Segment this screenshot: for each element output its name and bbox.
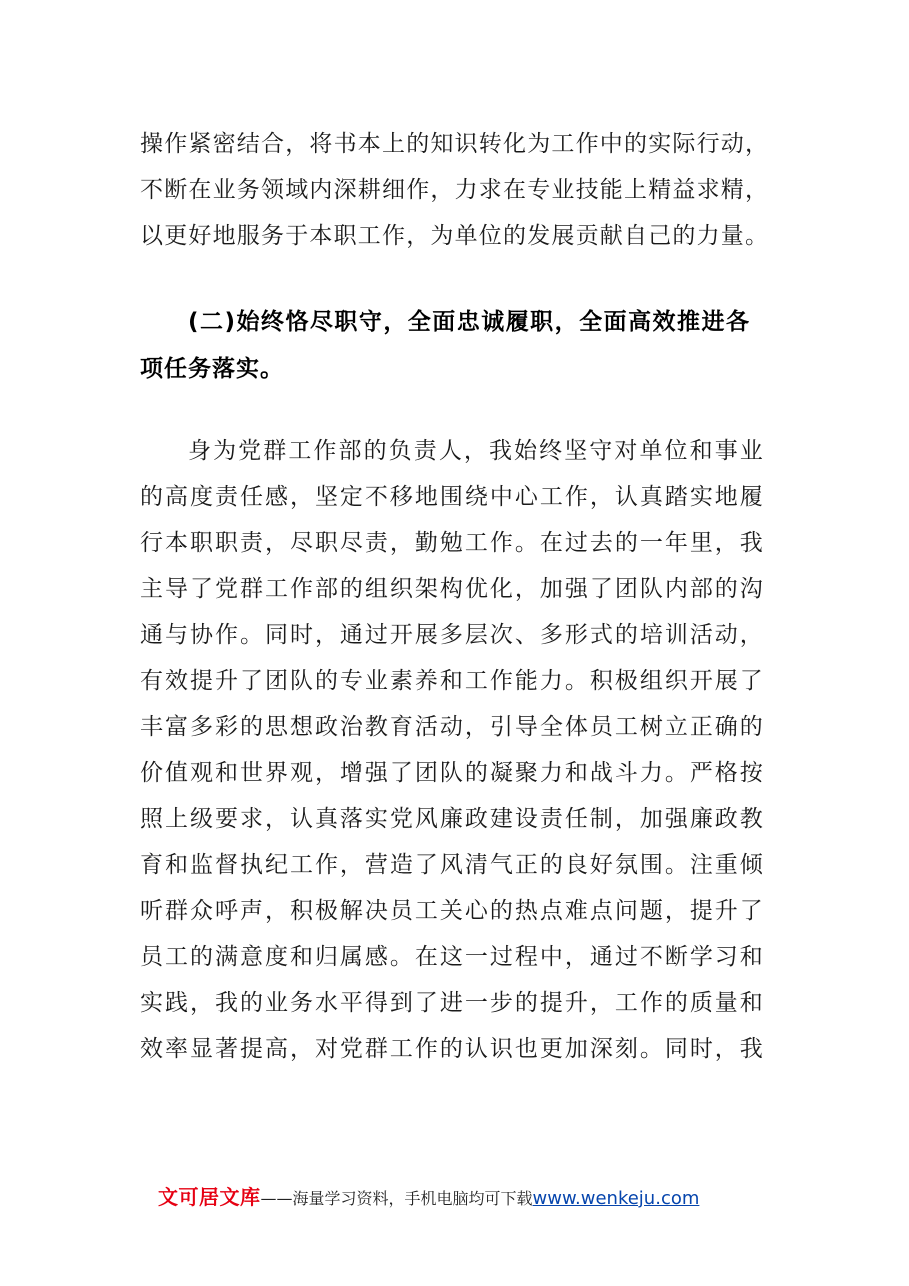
text-line: 员工的满意度和归属感。在这一过程中，通过不断学习和 xyxy=(140,944,764,970)
text-line: 操作紧密结合，将书本上的知识转化为工作中的实际行动， xyxy=(140,131,770,157)
text-line: 有效提升了团队的专业素养和工作能力。积极组织开展了 xyxy=(140,668,764,694)
text-line: 身为党群工作部的负责人，我始终坚守对单位和事业 xyxy=(188,438,764,464)
text-line: 育和监督执纪工作，营造了风清气正的良好氛围。注重倾 xyxy=(140,852,764,878)
text-line: 行本职职责，尽职尽责，勤勉工作。在过去的一年里，我 xyxy=(140,530,764,556)
footer-tagline: ——海量学习资料，手机电脑均可下载 xyxy=(260,1189,533,1208)
heading-line: 项任务落实。 xyxy=(140,356,284,382)
text-line: 以更好地服务于本职工作，为单位的发展贡献自己的力量。 xyxy=(140,223,770,249)
section-heading xyxy=(140,299,750,393)
text-line: 的高度责任感，坚定不移地围绕中心工作，认真踏实地履 xyxy=(140,484,764,510)
text-line: 实践，我的业务水平得到了进一步的提升，工作的质量和 xyxy=(140,990,764,1016)
text-line: 效率显著提高，对党群工作的认识也更加深刻。同时，我 xyxy=(140,1036,764,1062)
text-line: 通与协作。同时，通过开展多层次、多形式的培训活动， xyxy=(140,622,764,648)
text-line: 价值观和世界观，增强了团队的凝聚力和战斗力。严格按 xyxy=(140,760,764,786)
text-line: 照上级要求，认真落实党风廉政建设责任制，加强廉政教 xyxy=(140,806,764,832)
footer-link[interactable]: www.wenkeju.com xyxy=(532,1188,700,1209)
text-line: 听群众呼声，积极解决员工关心的热点难点问题，提升了 xyxy=(140,898,764,924)
text-line: 丰富多彩的思想政治教育活动，引导全体员工树立正确的 xyxy=(140,714,764,740)
text-line: 主导了党群工作部的组织架构优化，加强了团队内部的沟 xyxy=(140,576,764,602)
footer-brand: 文可居文库 xyxy=(158,1185,261,1209)
heading-line: (二)始终恪尽职守，全面忠诚履职，全面高效推进各 xyxy=(188,309,750,335)
paragraph-top xyxy=(140,121,770,259)
footer-banner xyxy=(158,1182,699,1212)
text-line: 不断在业务领域内深耕细作，力求在专业技能上精益求精， xyxy=(140,177,770,203)
paragraph-main xyxy=(140,428,764,1072)
